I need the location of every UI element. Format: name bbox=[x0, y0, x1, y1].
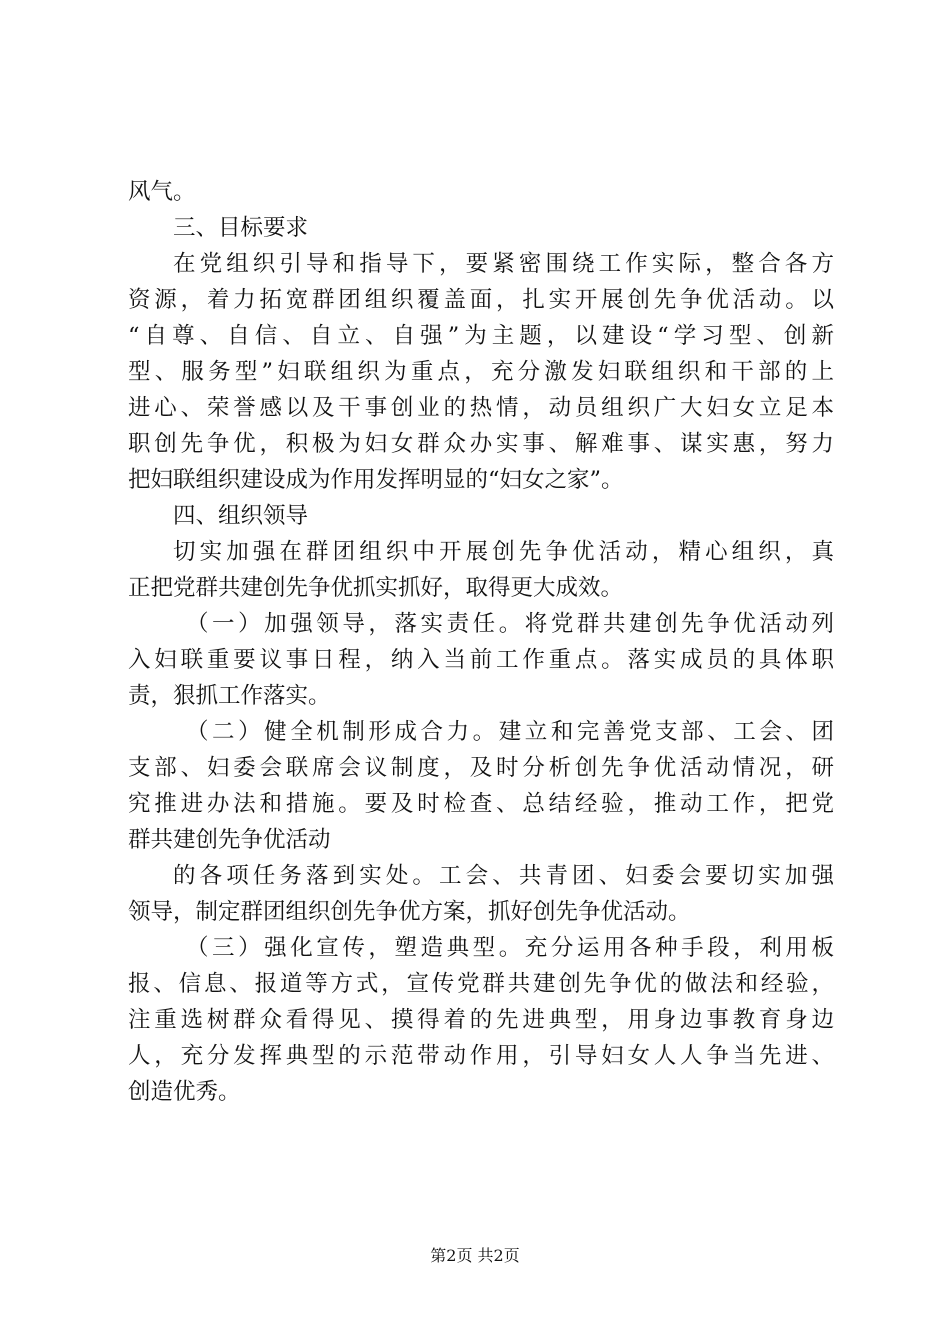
text-line: （一）加强领导，落实责任。将党群共建创先争优活动列 bbox=[186, 611, 834, 637]
text-line: 群共建创先争优活动 bbox=[128, 827, 331, 853]
text-line: 型、服务型”妇联组织为重点，充分激发妇联组织和干部的上 bbox=[128, 359, 834, 385]
text-line: 支部、妇委会联席会议制度，及时分析创先争优活动情况，研 bbox=[128, 755, 834, 781]
text-line: （二）健全机制形成合力。建立和完善党支部、工会、团 bbox=[186, 719, 834, 745]
section-heading-goals: 三、目标要求 bbox=[173, 215, 309, 241]
text-line: 正把党群共建创先争优抓实抓好，取得更大成效。 bbox=[128, 575, 624, 601]
text-line: 责，狠抓工作落实。 bbox=[128, 683, 331, 709]
text-line: 进心、荣誉感以及干事创业的热情，动员组织广大妇女立足本 bbox=[128, 395, 834, 421]
document-body bbox=[128, 174, 834, 1110]
text-line: （三）强化宣传，塑造典型。充分运用各种手段，利用板 bbox=[186, 935, 834, 961]
text-line: 资源，着力拓宽群团组织覆盖面，扎实开展创先争优活动。以 bbox=[128, 287, 834, 313]
text-line: “自尊、自信、自立、自强”为主题，以建设“学习型、创新 bbox=[128, 323, 834, 349]
section-heading-leadership: 四、组织领导 bbox=[173, 503, 309, 529]
text-line: 领导，制定群团组织创先争优方案，抓好创先争优活动。 bbox=[128, 899, 691, 925]
text-line: 职创先争优，积极为妇女群众办实事、解难事、谋实惠，努力 bbox=[128, 431, 834, 457]
text-line: 创造优秀。 bbox=[128, 1079, 241, 1105]
text-line: 把妇联组织建设成为作用发挥明显的“妇女之家”。 bbox=[128, 467, 624, 493]
text-line: 风气。 bbox=[128, 179, 196, 205]
text-line: 在党组织引导和指导下，要紧密围绕工作实际，整合各方 bbox=[173, 251, 834, 277]
text-line: 切实加强在群团组织中开展创先争优活动，精心组织，真 bbox=[173, 539, 834, 565]
text-line: 人，充分发挥典型的示范带动作用，引导妇女人人争当先进、 bbox=[128, 1043, 834, 1069]
text-line: 的各项任务落到实处。工会、共青团、妇委会要切实加强 bbox=[173, 863, 834, 889]
text-line: 究推进办法和措施。要及时检查、总结经验，推动工作，把党 bbox=[128, 791, 834, 817]
text-line: 入妇联重要议事日程，纳入当前工作重点。落实成员的具体职 bbox=[128, 647, 834, 673]
text-line: 注重选树群众看得见、摸得着的先进典型，用身边事教育身边 bbox=[128, 1007, 834, 1033]
text-line: 报、信息、报道等方式，宣传党群共建创先争优的做法和经验， bbox=[128, 971, 834, 997]
page-number-footer: 第2页 共2页 bbox=[430, 1246, 520, 1265]
